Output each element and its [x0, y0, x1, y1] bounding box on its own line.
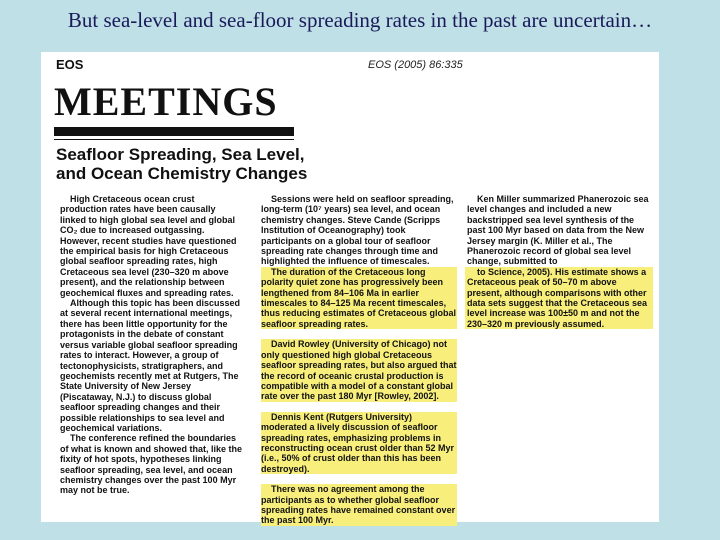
col2-paragraph-1: [261, 194, 457, 329]
col2-p1-highlighted-text: The duration of the Cretaceous long polarity quiet zone has progressively been lengthened from 84–106 Ma in earlier timescales to 84–125 Ma recent timescales, thus reducing estimates of Cretaceous global seafloor spreading rates.: [261, 266, 457, 329]
col1-paragraph-1: High Cretaceous ocean crust production rates have been causally linked to high global sea level and global CO₂ due to increased outgassing. However, recent studies have questioned the empirical basis for high Cretaceous global seafloor spreading rates, high Cretaceous sea level (230–320 m above present), and the relationship between geochemical fluxes and spreading rates.: [60, 194, 237, 298]
col2-paragraph-4: There was no agreement among the participants as to whether global seafloor spreading rates have remained constant over the past 100 Myr.: [261, 484, 456, 526]
column-1: [60, 194, 244, 496]
col1-paragraph-2: Although this topic has been discussed at several recent international meetings, there has been little opportunity for the protagonists in the debate of constant versus variable global seafloor spreading rates to interact. However, a group of tectonophysicists, stratigraphers, and geochemists recently met at Rutgers, The State University of New Jersey (Piscataway, N.J.) to discuss global seafloor spreading changes and their possible relationships to sea level and geochemical variations.: [60, 298, 241, 433]
col3-paragraph: [467, 194, 653, 329]
col3-plain-text: Ken Miller summarized Phanerozoic sea level changes and included a new backstripped sea level synthesis of the past 100 Myr based on data from the New Jersey margin (K. Miller et al., The Phanerozoic record of global sea level change, submitted to: [467, 194, 649, 267]
col1-paragraph-3: The conference refined the boundaries of what is known and showed that, like the fixity of hot spots, hypotheses linking seafloor spreading, sea level, and ocean chemistry changes over the past 100 Myr may not be true.: [60, 433, 243, 496]
column-3: [467, 194, 653, 329]
slide-title: But sea-level and sea-floor spreading rates in the past are uncertain…: [67, 8, 653, 32]
headline-line-1: Seafloor Spreading, Sea Level,: [56, 145, 305, 164]
heading-rule-thin: [54, 139, 294, 140]
col2-p1-plain-text: Sessions were held on seafloor spreading, long-term (10⁷ years) sea level, and ocean chemistry changes. Steve Cande (Scripps Institution of Oceanography) took participants on a global tour of seafloor spreading rate changes through time and highlighted the influence of timescales.: [261, 194, 454, 267]
journal-name: EOS: [56, 57, 84, 72]
article-scan: [41, 52, 659, 526]
column-2: [261, 194, 457, 526]
article-headline: [56, 145, 356, 183]
headline-line-2: and Ocean Chemistry Changes: [56, 164, 308, 183]
section-heading: MEETINGS: [54, 79, 278, 124]
article-citation: EOS (2005) 86:335: [368, 59, 463, 71]
col2-paragraph-3: Dennis Kent (Rutgers University) moderated a lively discussion of seafloor spreading rates, emphasizing problems in reconstructing ocean crust older than 52 Myr (i.e., 50% of crust older than this has been destroyed).: [261, 412, 457, 474]
heading-rule: [54, 127, 294, 136]
col3-highlighted-text: to Science, 2005). His estimate shows a Cretaceous peak of 50–70 m above present, although comparisons with other data sets suggest that the Cretaceous sea level increase was 100±50 m and not the 230–320 m previously assumed.: [465, 267, 653, 329]
col2-paragraph-2: David Rowley (University of Chicago) not only questioned high global Cretaceous seafloor spreading rates, but also argued that the record of oceanic crustal production is compatible with a model of a constant global rate over the past 180 Myr [Rowley, 2002].: [261, 339, 457, 402]
